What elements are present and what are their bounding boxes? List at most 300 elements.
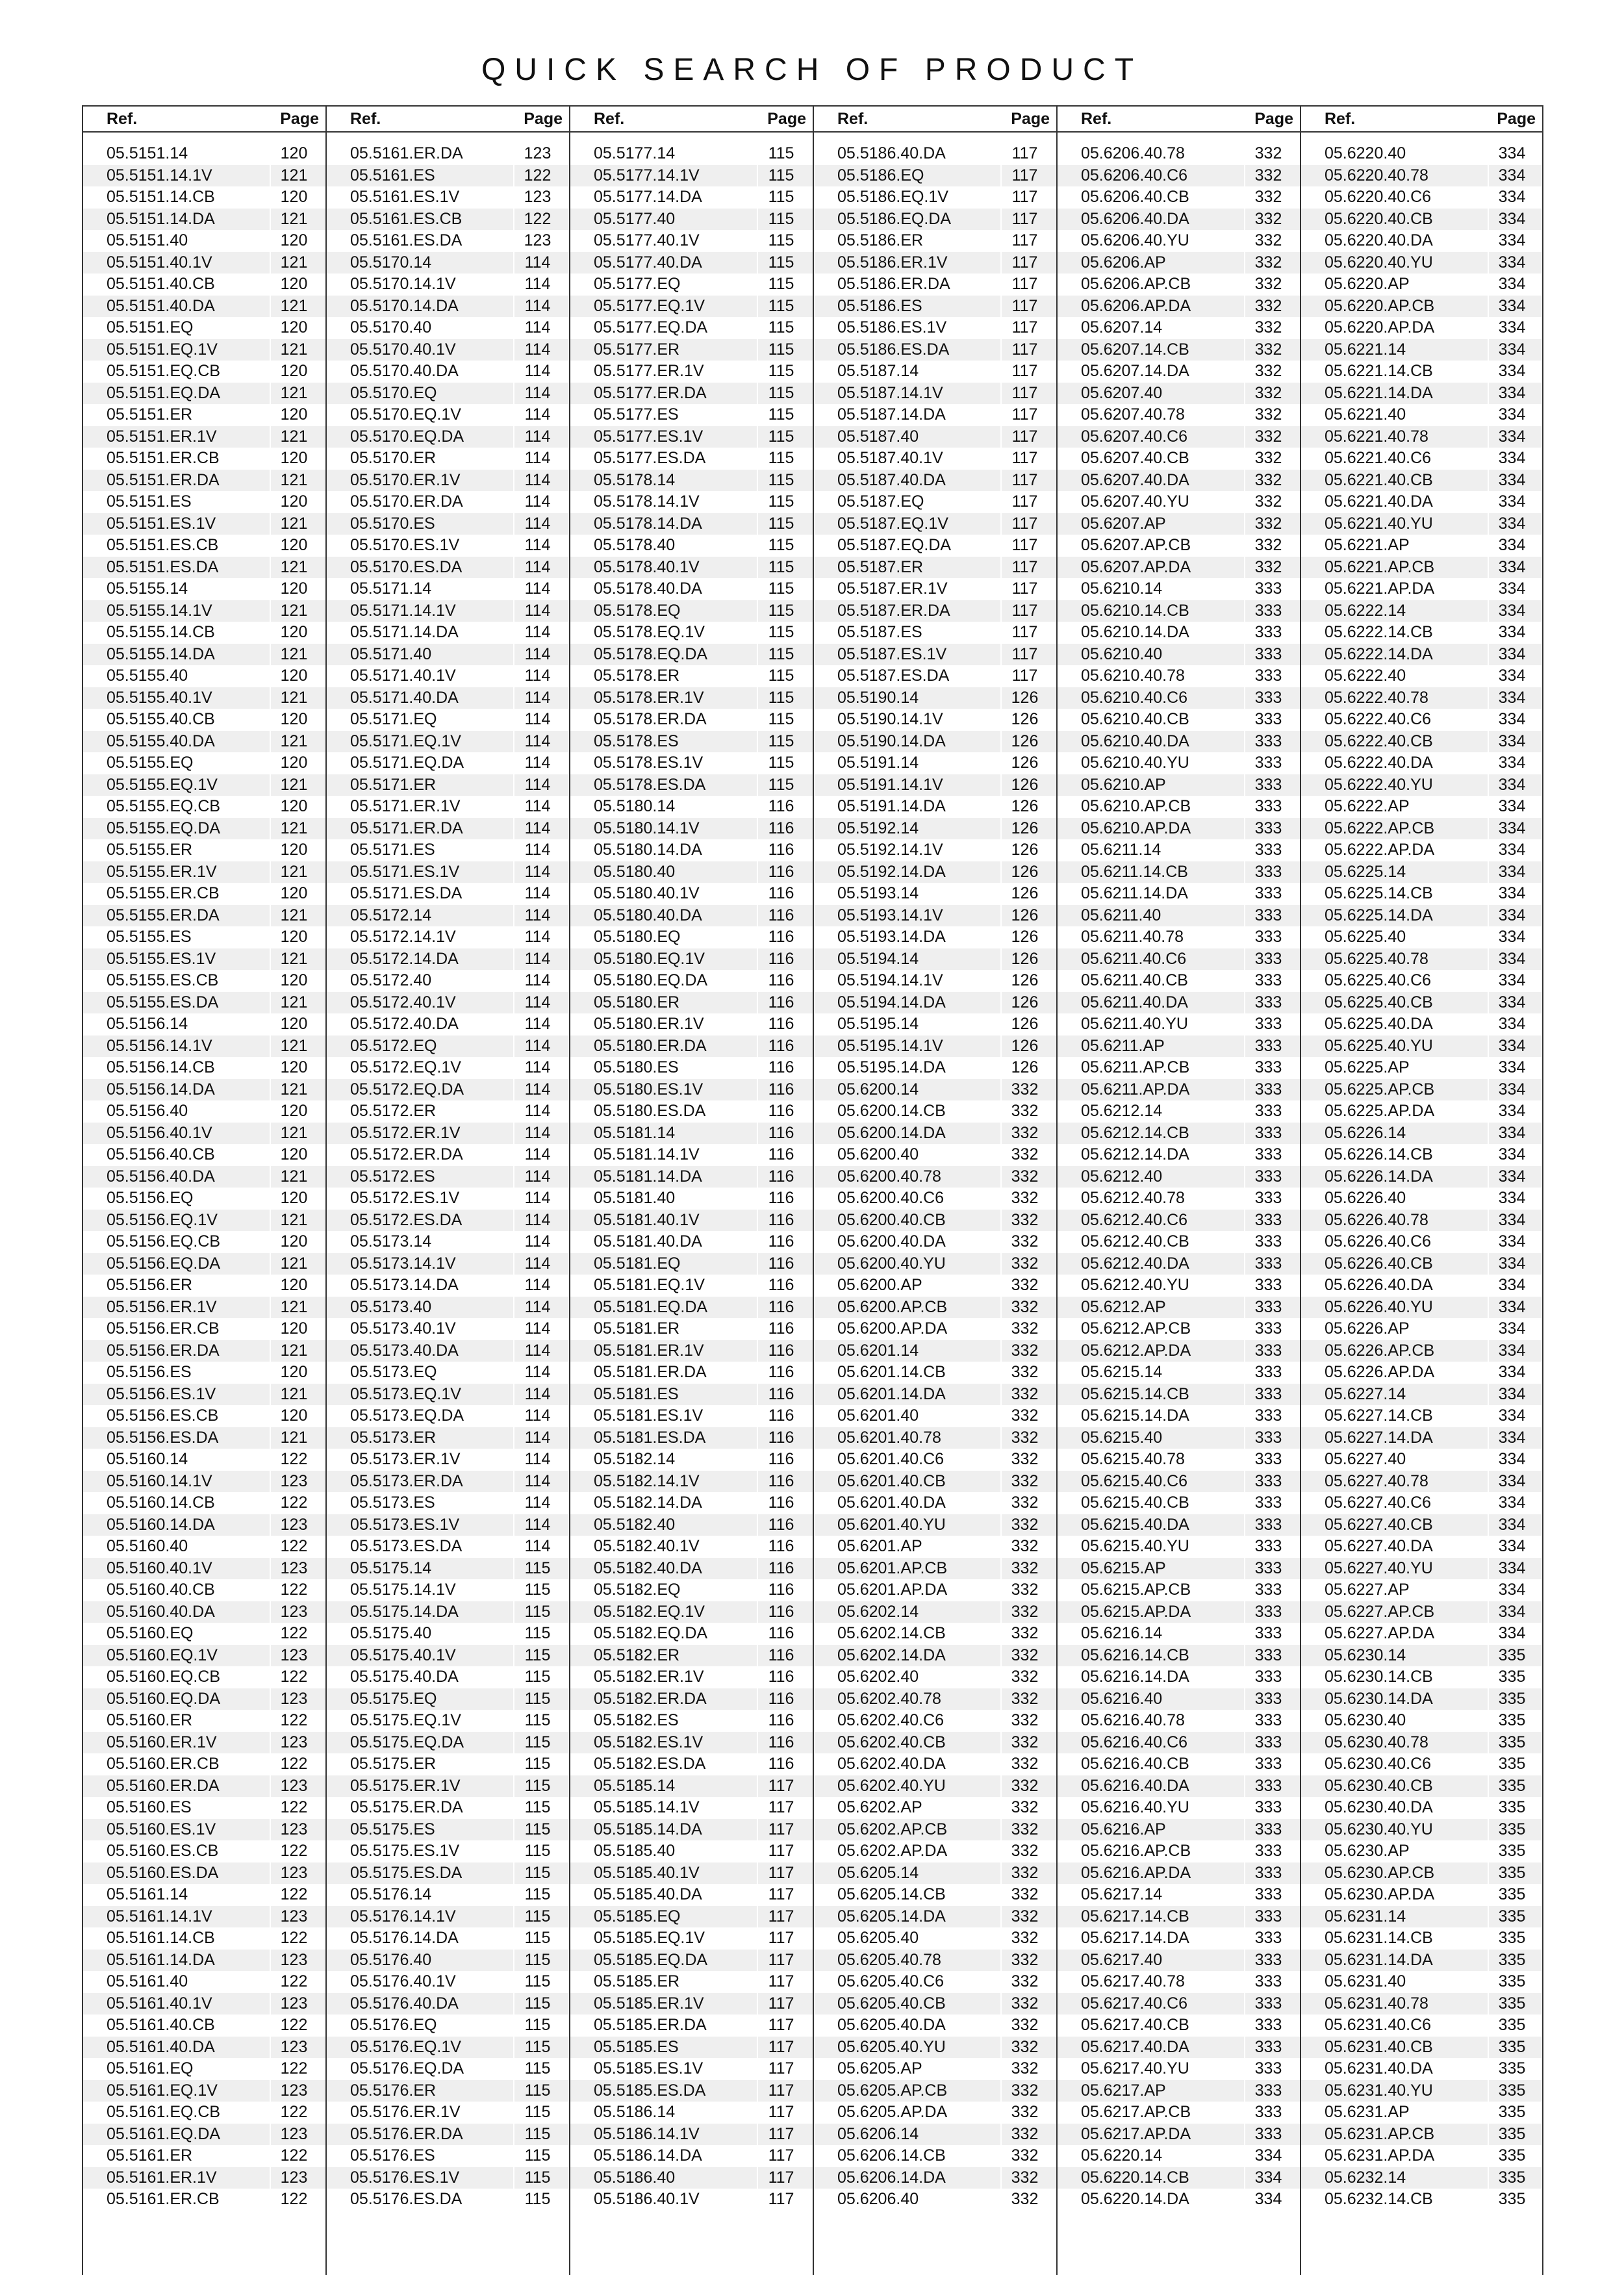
table-row [1301, 2102, 1542, 2124]
page-number: 332 [1244, 339, 1291, 361]
page-number: 335 [1488, 1775, 1535, 1798]
page-number: 117 [757, 1797, 804, 1819]
table-row [814, 1123, 1056, 1145]
table-row [814, 1492, 1056, 1514]
page-number: 117 [1000, 273, 1048, 296]
table-row [814, 1318, 1056, 1340]
table-row [1301, 1558, 1542, 1580]
table-row [570, 2145, 813, 2167]
table-row [814, 1144, 1056, 1166]
table-row [83, 2124, 325, 2146]
product-ref: 05.5182.ER.DA [594, 1689, 707, 1708]
table-row [1058, 1732, 1300, 1754]
page-number: 116 [757, 905, 804, 927]
page-number: 332 [1000, 2080, 1048, 2102]
product-ref: 05.5161.14.DA [107, 1950, 215, 1969]
product-ref: 05.5182.40.1V [594, 1537, 700, 1556]
product-ref: 05.6232.14 [1325, 2168, 1406, 2187]
table-row [83, 839, 325, 861]
product-ref: 05.5155.ES.1V [107, 949, 216, 968]
table-row [83, 361, 325, 383]
product-ref: 05.5160.ES.DA [107, 1863, 219, 1882]
table-row [327, 491, 569, 513]
product-ref: 05.5180.ES.DA [594, 1102, 706, 1121]
product-ref: 05.6216.14 [1081, 1624, 1163, 1643]
table-row [814, 1188, 1056, 1210]
product-ref: 05.5155.ES.DA [107, 993, 219, 1011]
page-number: 332 [1244, 230, 1291, 252]
page-number: 122 [513, 209, 561, 231]
product-ref: 05.5155.ER.CB [107, 884, 220, 903]
product-ref: 05.5155.ER.DA [107, 906, 220, 924]
table-row [814, 470, 1056, 492]
page-number: 115 [757, 426, 804, 448]
product-ref: 05.5151.ER [107, 405, 193, 424]
page-number: 332 [1000, 1100, 1048, 1123]
product-ref: 05.5156.14.CB [107, 1058, 215, 1077]
table-row [1058, 1036, 1300, 1058]
product-ref: 05.6202.14.DA [837, 1646, 946, 1664]
product-ref: 05.6231.40 [1325, 1972, 1406, 1991]
table-row [327, 839, 569, 861]
table-row [1058, 731, 1300, 753]
product-ref: 05.5192.14.DA [837, 862, 946, 881]
product-ref: 05.5177.14 [594, 144, 676, 163]
product-ref: 05.6225.AP [1325, 1058, 1410, 1077]
product-ref: 05.6201.40.DA [837, 1493, 946, 1512]
product-ref: 05.5170.ER.DA [350, 492, 463, 511]
table-row [570, 905, 813, 927]
page-number: 115 [513, 1971, 561, 1993]
page-number: 332 [1000, 1906, 1048, 1928]
table-row [1301, 383, 1542, 405]
page-number: 116 [757, 1362, 804, 1384]
product-ref: 05.6221.14.CB [1325, 362, 1433, 381]
page-number: 333 [1244, 1753, 1291, 1775]
page-number: 121 [270, 1166, 317, 1188]
table-row [1058, 513, 1300, 535]
product-ref: 05.6226.14.CB [1325, 1145, 1433, 1164]
page-number: 332 [1000, 1579, 1048, 1601]
table-row [814, 1906, 1056, 1928]
product-ref: 05.6205.40.78 [837, 1950, 941, 1969]
table-row [83, 2102, 325, 2124]
table-row [814, 1819, 1056, 1841]
product-ref: 05.6230.AP [1325, 1842, 1410, 1861]
product-ref: 05.5151.EQ [107, 318, 194, 337]
product-ref: 05.5182.14.DA [594, 1493, 702, 1512]
table-row [327, 2058, 569, 2080]
page-number: 114 [513, 426, 561, 448]
product-ref: 05.5170.40 [350, 318, 432, 337]
product-ref: 05.5180.14.1V [594, 819, 700, 837]
product-ref: 05.5176.ES [350, 2146, 435, 2165]
page-number: 114 [513, 1079, 561, 1101]
page-number: 114 [513, 1427, 561, 1449]
page-number: 123 [270, 1993, 317, 2015]
product-ref: 05.6207.AP.CB [1081, 536, 1191, 555]
table-row [327, 1297, 569, 1319]
product-ref: 05.6222.14 [1325, 601, 1406, 620]
table-row [814, 905, 1056, 927]
table-row [83, 557, 325, 579]
product-ref: 05.5175.ES.1V [350, 1842, 460, 1861]
page-number: 122 [270, 1623, 317, 1645]
product-ref: 05.6216.AP [1081, 1820, 1166, 1838]
product-ref: 05.5178.40.1V [594, 557, 700, 576]
product-ref: 05.6210.14.CB [1081, 601, 1189, 620]
product-ref: 05.5181.14.1V [594, 1145, 700, 1164]
product-ref: 05.5173.ES.DA [350, 1537, 463, 1556]
product-ref: 05.5172.ES [350, 1167, 435, 1186]
product-ref: 05.6200.14.DA [837, 1123, 946, 1142]
table-row [1058, 448, 1300, 470]
page-number: 114 [513, 1253, 561, 1275]
table-row [327, 1036, 569, 1058]
page-number: 120 [270, 622, 317, 644]
product-ref: 05.5177.ES.DA [594, 449, 706, 468]
product-ref: 05.5175.ES [350, 1820, 435, 1838]
table-row [570, 839, 813, 861]
product-ref: 05.5155.ES [107, 928, 192, 947]
product-ref: 05.5185.ES [594, 2037, 679, 2056]
page-number: 332 [1000, 1840, 1048, 1862]
table-row [570, 1144, 813, 1166]
page-number: 332 [1000, 1797, 1048, 1819]
page-number: 121 [270, 687, 317, 709]
table-row [83, 1927, 325, 1950]
product-ref: 05.5151.ER.DA [107, 470, 220, 489]
page-number: 333 [1244, 2037, 1291, 2059]
product-ref: 05.5176.EQ [350, 2016, 437, 2035]
product-ref: 05.6207.40.CB [1081, 449, 1189, 468]
product-ref: 05.5187.14.DA [837, 405, 946, 424]
product-ref: 05.6216.40.DA [1081, 1776, 1189, 1795]
page-number: 121 [270, 252, 317, 274]
product-ref: 05.5185.40.DA [594, 1885, 702, 1904]
table-row [327, 818, 569, 840]
table-row [814, 796, 1056, 818]
page-number: 333 [1244, 1036, 1291, 1058]
table-row [570, 1645, 813, 1667]
product-ref: 05.5172.14.DA [350, 949, 459, 968]
product-ref: 05.6231.14 [1325, 1907, 1406, 1925]
table-row [570, 1797, 813, 1819]
page-number: 333 [1244, 1536, 1291, 1558]
table-row [570, 339, 813, 361]
table-row [327, 2167, 569, 2189]
table-row [327, 1231, 569, 1253]
product-ref: 05.6220.14 [1081, 2146, 1163, 2165]
page-number: 116 [757, 1623, 804, 1645]
product-ref: 05.6220.40.CB [1325, 209, 1433, 228]
page-number: 114 [513, 709, 561, 731]
column-header [327, 107, 569, 133]
table-row [814, 1971, 1056, 1993]
page-number: 334 [1488, 926, 1535, 948]
product-ref: 05.5186.40.1V [594, 2190, 700, 2209]
table-row [814, 491, 1056, 513]
page-number: 121 [270, 513, 317, 535]
page-number: 115 [513, 1579, 561, 1601]
table-row [1301, 491, 1542, 513]
product-ref: 05.5175.14.DA [350, 1602, 459, 1621]
page-number: 117 [757, 1862, 804, 1885]
page-number: 116 [757, 1471, 804, 1493]
table-row [83, 535, 325, 557]
page-number: 335 [1488, 1993, 1535, 2015]
product-ref: 05.5185.14.1V [594, 1798, 700, 1817]
product-ref: 05.5176.ER.1V [350, 2103, 461, 2122]
product-ref: 05.5161.40.DA [107, 2037, 215, 2056]
product-ref: 05.5171.ES.1V [350, 862, 460, 881]
product-ref: 05.5176.40.DA [350, 1994, 459, 2013]
table-row [814, 1253, 1056, 1275]
page-number: 335 [1488, 1753, 1535, 1775]
page-header: Page [767, 109, 806, 128]
product-ref: 05.5185.14 [594, 1776, 676, 1795]
table-row [1058, 578, 1300, 600]
page-number: 123 [270, 1471, 317, 1493]
page-number: 115 [757, 143, 804, 165]
table-row [1301, 1579, 1542, 1601]
product-ref: 05.6227.AP [1325, 1581, 1410, 1599]
product-ref: 05.5160.ER [107, 1711, 193, 1730]
table-row [1301, 230, 1542, 252]
page-number: 120 [270, 404, 317, 426]
page-number: 334 [1488, 317, 1535, 339]
product-ref: 05.5186.ER.DA [837, 275, 950, 294]
page-number: 117 [1000, 470, 1048, 492]
table-row [1301, 665, 1542, 687]
table-row [814, 361, 1056, 383]
page-number: 334 [1488, 1449, 1535, 1471]
table-row [327, 578, 569, 600]
product-ref: 05.6216.40 [1081, 1689, 1163, 1708]
product-ref: 05.5182.ER [594, 1646, 680, 1664]
table-row [1301, 861, 1542, 883]
table-row [570, 1623, 813, 1645]
page-number: 334 [1488, 796, 1535, 818]
page-number: 333 [1244, 752, 1291, 774]
product-ref: 05.6225.14 [1325, 862, 1406, 881]
product-ref: 05.5161.ER.CB [107, 2190, 220, 2209]
product-ref: 05.5182.ES.DA [594, 1755, 706, 1773]
page-number: 117 [757, 1950, 804, 1972]
table-row [327, 448, 569, 470]
table-row [1301, 774, 1542, 796]
table-row [1301, 2124, 1542, 2146]
table-row [570, 1601, 813, 1623]
product-ref: 05.5180.ER.DA [594, 1036, 707, 1055]
product-ref: 05.5181.40.1V [594, 1210, 700, 1229]
product-ref: 05.5181.14 [594, 1123, 676, 1142]
product-ref: 05.5171.ES [350, 841, 435, 859]
page-number: 121 [270, 383, 317, 405]
table-row [570, 1688, 813, 1710]
table-row [814, 883, 1056, 905]
product-ref: 05.6201.AP.DA [837, 1581, 948, 1599]
table-row [570, 1471, 813, 1493]
table-row [327, 1753, 569, 1775]
page-number: 120 [270, 1405, 317, 1427]
table-row [1058, 600, 1300, 622]
page-number: 334 [1488, 622, 1535, 644]
product-ref: 05.5177.ER.1V [594, 362, 704, 381]
product-ref: 05.6202.14 [837, 1602, 919, 1621]
table-row [814, 622, 1056, 644]
product-ref: 05.5173.ES.1V [350, 1515, 460, 1534]
product-ref: 05.6226.40.YU [1325, 1297, 1433, 1316]
page-number: 116 [757, 1710, 804, 1732]
table-row [1058, 1318, 1300, 1340]
table-row [1058, 992, 1300, 1014]
product-ref: 05.5156.ER [107, 1276, 193, 1295]
table-row [83, 1732, 325, 1754]
table-row [327, 883, 569, 905]
page-number: 115 [513, 1775, 561, 1798]
product-ref: 05.6226.14 [1325, 1123, 1406, 1142]
product-ref: 05.5186.EQ.DA [837, 209, 952, 228]
table-row [1058, 252, 1300, 274]
table-row [83, 1405, 325, 1427]
product-ref: 05.5193.14.1V [837, 906, 943, 924]
product-ref: 05.6207.14.CB [1081, 340, 1189, 359]
page-number: 332 [1244, 448, 1291, 470]
page-number: 334 [1488, 948, 1535, 971]
product-ref: 05.5172.ER.DA [350, 1145, 463, 1164]
table-row [570, 926, 813, 948]
page-number: 334 [1488, 1384, 1535, 1406]
product-ref: 05.6220.AP.DA [1325, 318, 1435, 337]
table-row [1058, 752, 1300, 774]
product-ref: 05.5176.EQ.DA [350, 2059, 464, 2078]
page-number: 126 [1000, 970, 1048, 992]
product-ref: 05.5187.ER.DA [837, 601, 950, 620]
page-number: 126 [1000, 774, 1048, 796]
page-number: 121 [270, 296, 317, 318]
page-number: 333 [1244, 1144, 1291, 1166]
product-ref: 05.5151.14.1V [107, 166, 212, 184]
page-number: 114 [513, 1340, 561, 1362]
product-ref: 05.6206.AP.DA [1081, 296, 1191, 315]
table-row [1058, 143, 1300, 165]
product-ref: 05.5194.14 [837, 949, 919, 968]
page-number: 123 [270, 1819, 317, 1841]
table-row [814, 1079, 1056, 1101]
page-number: 115 [757, 186, 804, 209]
product-ref: 05.5170.40.1V [350, 340, 456, 359]
page-number: 115 [513, 1927, 561, 1950]
page-number: 335 [1488, 2189, 1535, 2211]
page-number: 126 [1000, 752, 1048, 774]
product-ref: 05.5151.40.1V [107, 253, 212, 272]
page-number: 333 [1244, 1862, 1291, 1885]
page-number: 120 [270, 317, 317, 339]
product-ref: 05.5181.ER [594, 1319, 680, 1338]
page-number: 332 [1000, 2167, 1048, 2189]
page-number: 332 [1000, 1536, 1048, 1558]
product-ref: 05.5155.14.CB [107, 623, 215, 642]
table-row [327, 622, 569, 644]
page-number: 333 [1244, 1275, 1291, 1297]
table-row [83, 470, 325, 492]
table-row [814, 557, 1056, 579]
table-row [83, 1275, 325, 1297]
table-row [1058, 165, 1300, 187]
product-ref: 05.5156.EQ [107, 1189, 194, 1208]
table-row [814, 2037, 1056, 2059]
page-number: 116 [757, 1231, 804, 1253]
page-number: 117 [757, 1884, 804, 1906]
product-ref: 05.5156.EQ.1V [107, 1210, 218, 1229]
page-number: 123 [270, 1732, 317, 1754]
table-row [1058, 1144, 1300, 1166]
product-ref: 05.5175.40 [350, 1624, 432, 1643]
page-number: 114 [513, 404, 561, 426]
product-ref: 05.5187.EQ.DA [837, 536, 952, 555]
product-ref: 05.5178.40.DA [594, 579, 702, 598]
product-ref: 05.5187.14.1V [837, 383, 943, 402]
table-row [327, 796, 569, 818]
product-ref: 05.5156.40.CB [107, 1145, 215, 1164]
product-ref: 05.6217.AP.CB [1081, 2103, 1191, 2122]
page-number: 333 [1244, 1884, 1291, 1906]
page-number: 116 [757, 861, 804, 883]
page-number: 122 [270, 1927, 317, 1950]
product-ref: 05.6200.40.DA [837, 1232, 946, 1251]
page-number: 334 [1488, 687, 1535, 709]
page-number: 332 [1000, 1318, 1048, 1340]
product-ref: 05.6206.AP [1081, 253, 1166, 272]
page-number: 114 [513, 818, 561, 840]
page-number: 121 [270, 1427, 317, 1449]
product-ref: 05.5194.14.1V [837, 971, 943, 990]
product-ref: 05.5180.14.DA [594, 841, 702, 859]
product-ref: 05.5180.EQ.DA [594, 971, 708, 990]
page-number: 333 [1244, 1688, 1291, 1710]
product-ref: 05.6221.40 [1325, 405, 1406, 424]
product-ref: 05.6217.40.YU [1081, 2059, 1189, 2078]
table-row [570, 470, 813, 492]
table-row [1058, 361, 1300, 383]
page-number: 120 [270, 230, 317, 252]
product-ref: 05.5170.ES [350, 514, 435, 533]
page-number: 334 [1488, 1123, 1535, 1145]
table-row [327, 1123, 569, 1145]
page-number: 114 [513, 1166, 561, 1188]
table-row [570, 709, 813, 731]
product-ref: 05.5156.14.DA [107, 1080, 215, 1099]
table-row [1301, 1013, 1542, 1036]
page-number: 120 [270, 665, 317, 687]
product-ref: 05.5186.ES [837, 296, 922, 315]
page-number: 126 [1000, 1013, 1048, 1036]
table-row [1301, 1405, 1542, 1427]
table-row [327, 426, 569, 448]
table-row [1301, 752, 1542, 774]
product-ref: 05.6217.40.78 [1081, 1972, 1185, 1991]
product-ref: 05.6210.14 [1081, 579, 1163, 598]
product-ref: 05.5155.40.CB [107, 710, 215, 729]
page-number: 120 [270, 1318, 317, 1340]
table-row [814, 1993, 1056, 2015]
page-number: 332 [1000, 1514, 1048, 1536]
table-row [327, 339, 569, 361]
page-number: 121 [270, 1253, 317, 1275]
table-row [570, 2080, 813, 2102]
page-number: 116 [757, 926, 804, 948]
